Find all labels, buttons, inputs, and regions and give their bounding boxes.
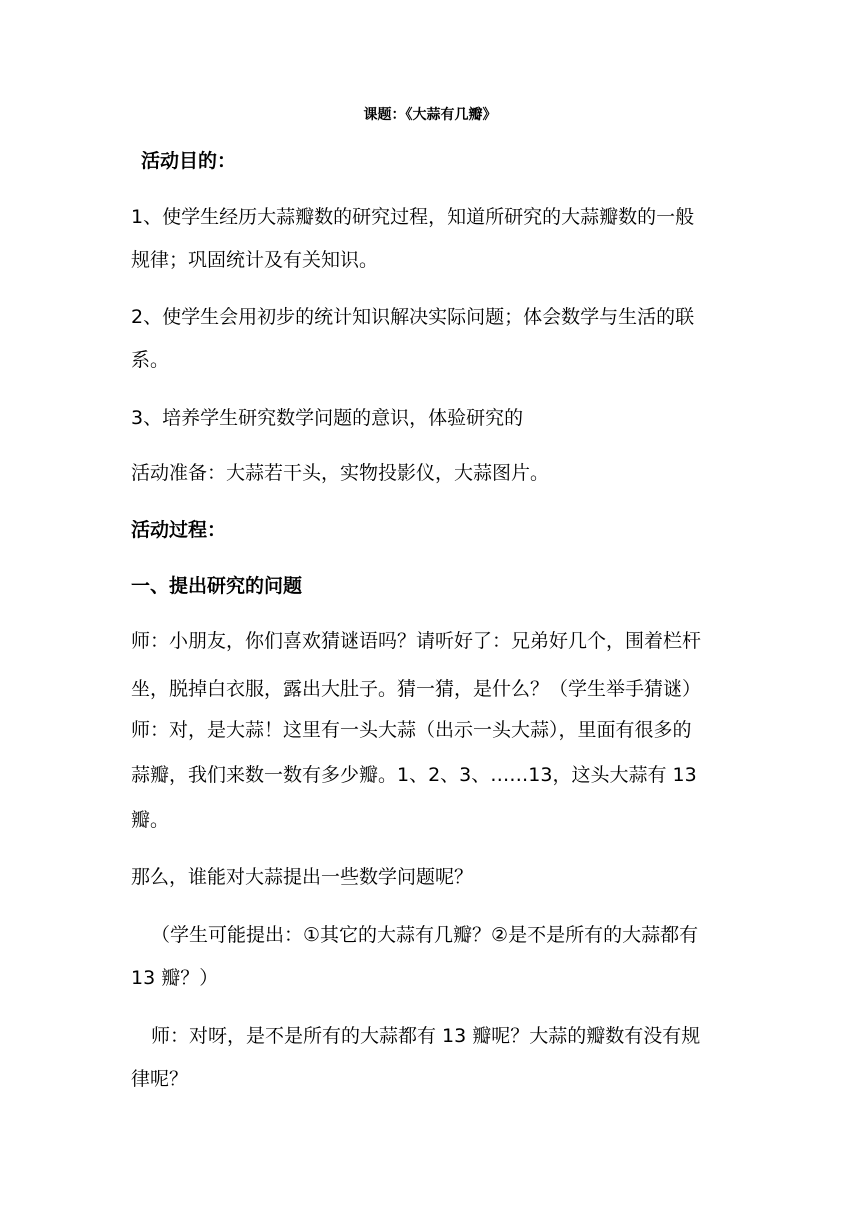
section-heading-process: 活动过程： [131, 519, 227, 541]
lesson-title: 课题：《大蒜有几瓣》 [363, 107, 497, 123]
paragraph-line: 系。 [131, 349, 170, 371]
paragraph-line: 师：对，是大蒜！这里有一头大蒜（出示一头大蒜），里面有很多的 [131, 719, 692, 741]
paragraph-line: 师：对呀，是不是所有的大蒜都有 13 瓣呢？大蒜的瓣数有没有规 [151, 1025, 701, 1047]
paragraph-line: 坐，脱掉白衣服，露出大肚子。猜一猜，是什么？（学生举手猜谜） [131, 678, 702, 700]
paragraph-line: 13 瓣？） [131, 967, 219, 989]
paragraph-line: 活动准备：大蒜若干头，实物投影仪，大蒜图片。 [131, 462, 550, 484]
paragraph-line: 3、培养学生研究数学问题的意识，体验研究的 [131, 407, 524, 429]
paragraph-line: 1、使学生经历大蒜瓣数的研究过程，知道所研究的大蒜瓣数的一般 [131, 206, 695, 228]
paragraph-line: 瓣。 [131, 809, 170, 831]
section-heading-step-one: 一、提出研究的问题 [131, 575, 303, 597]
paragraph-line: （学生可能提出：①其它的大蒜有几瓣？②是不是所有的大蒜都有 [151, 924, 699, 946]
paragraph-line: 律呢？ [131, 1068, 189, 1090]
paragraph-line: 规律；巩固统计及有关知识。 [131, 249, 379, 271]
paragraph-line: 师：小朋友，你们喜欢猜谜语吗？请听好了：兄弟好几个，围着栏杆 [131, 630, 702, 652]
paragraph-line: 蒜瓣，我们来数一数有多少瓣。1、2、3、……13，这头大蒜有 13 [131, 764, 697, 786]
paragraph-line: 那么，谁能对大蒜提出一些数学问题呢？ [131, 866, 474, 888]
section-heading-objectives: 活动目的： [141, 150, 237, 172]
paragraph-line: 2、使学生会用初步的统计知识解决实际问题；体会数学与生活的联 [131, 306, 695, 328]
